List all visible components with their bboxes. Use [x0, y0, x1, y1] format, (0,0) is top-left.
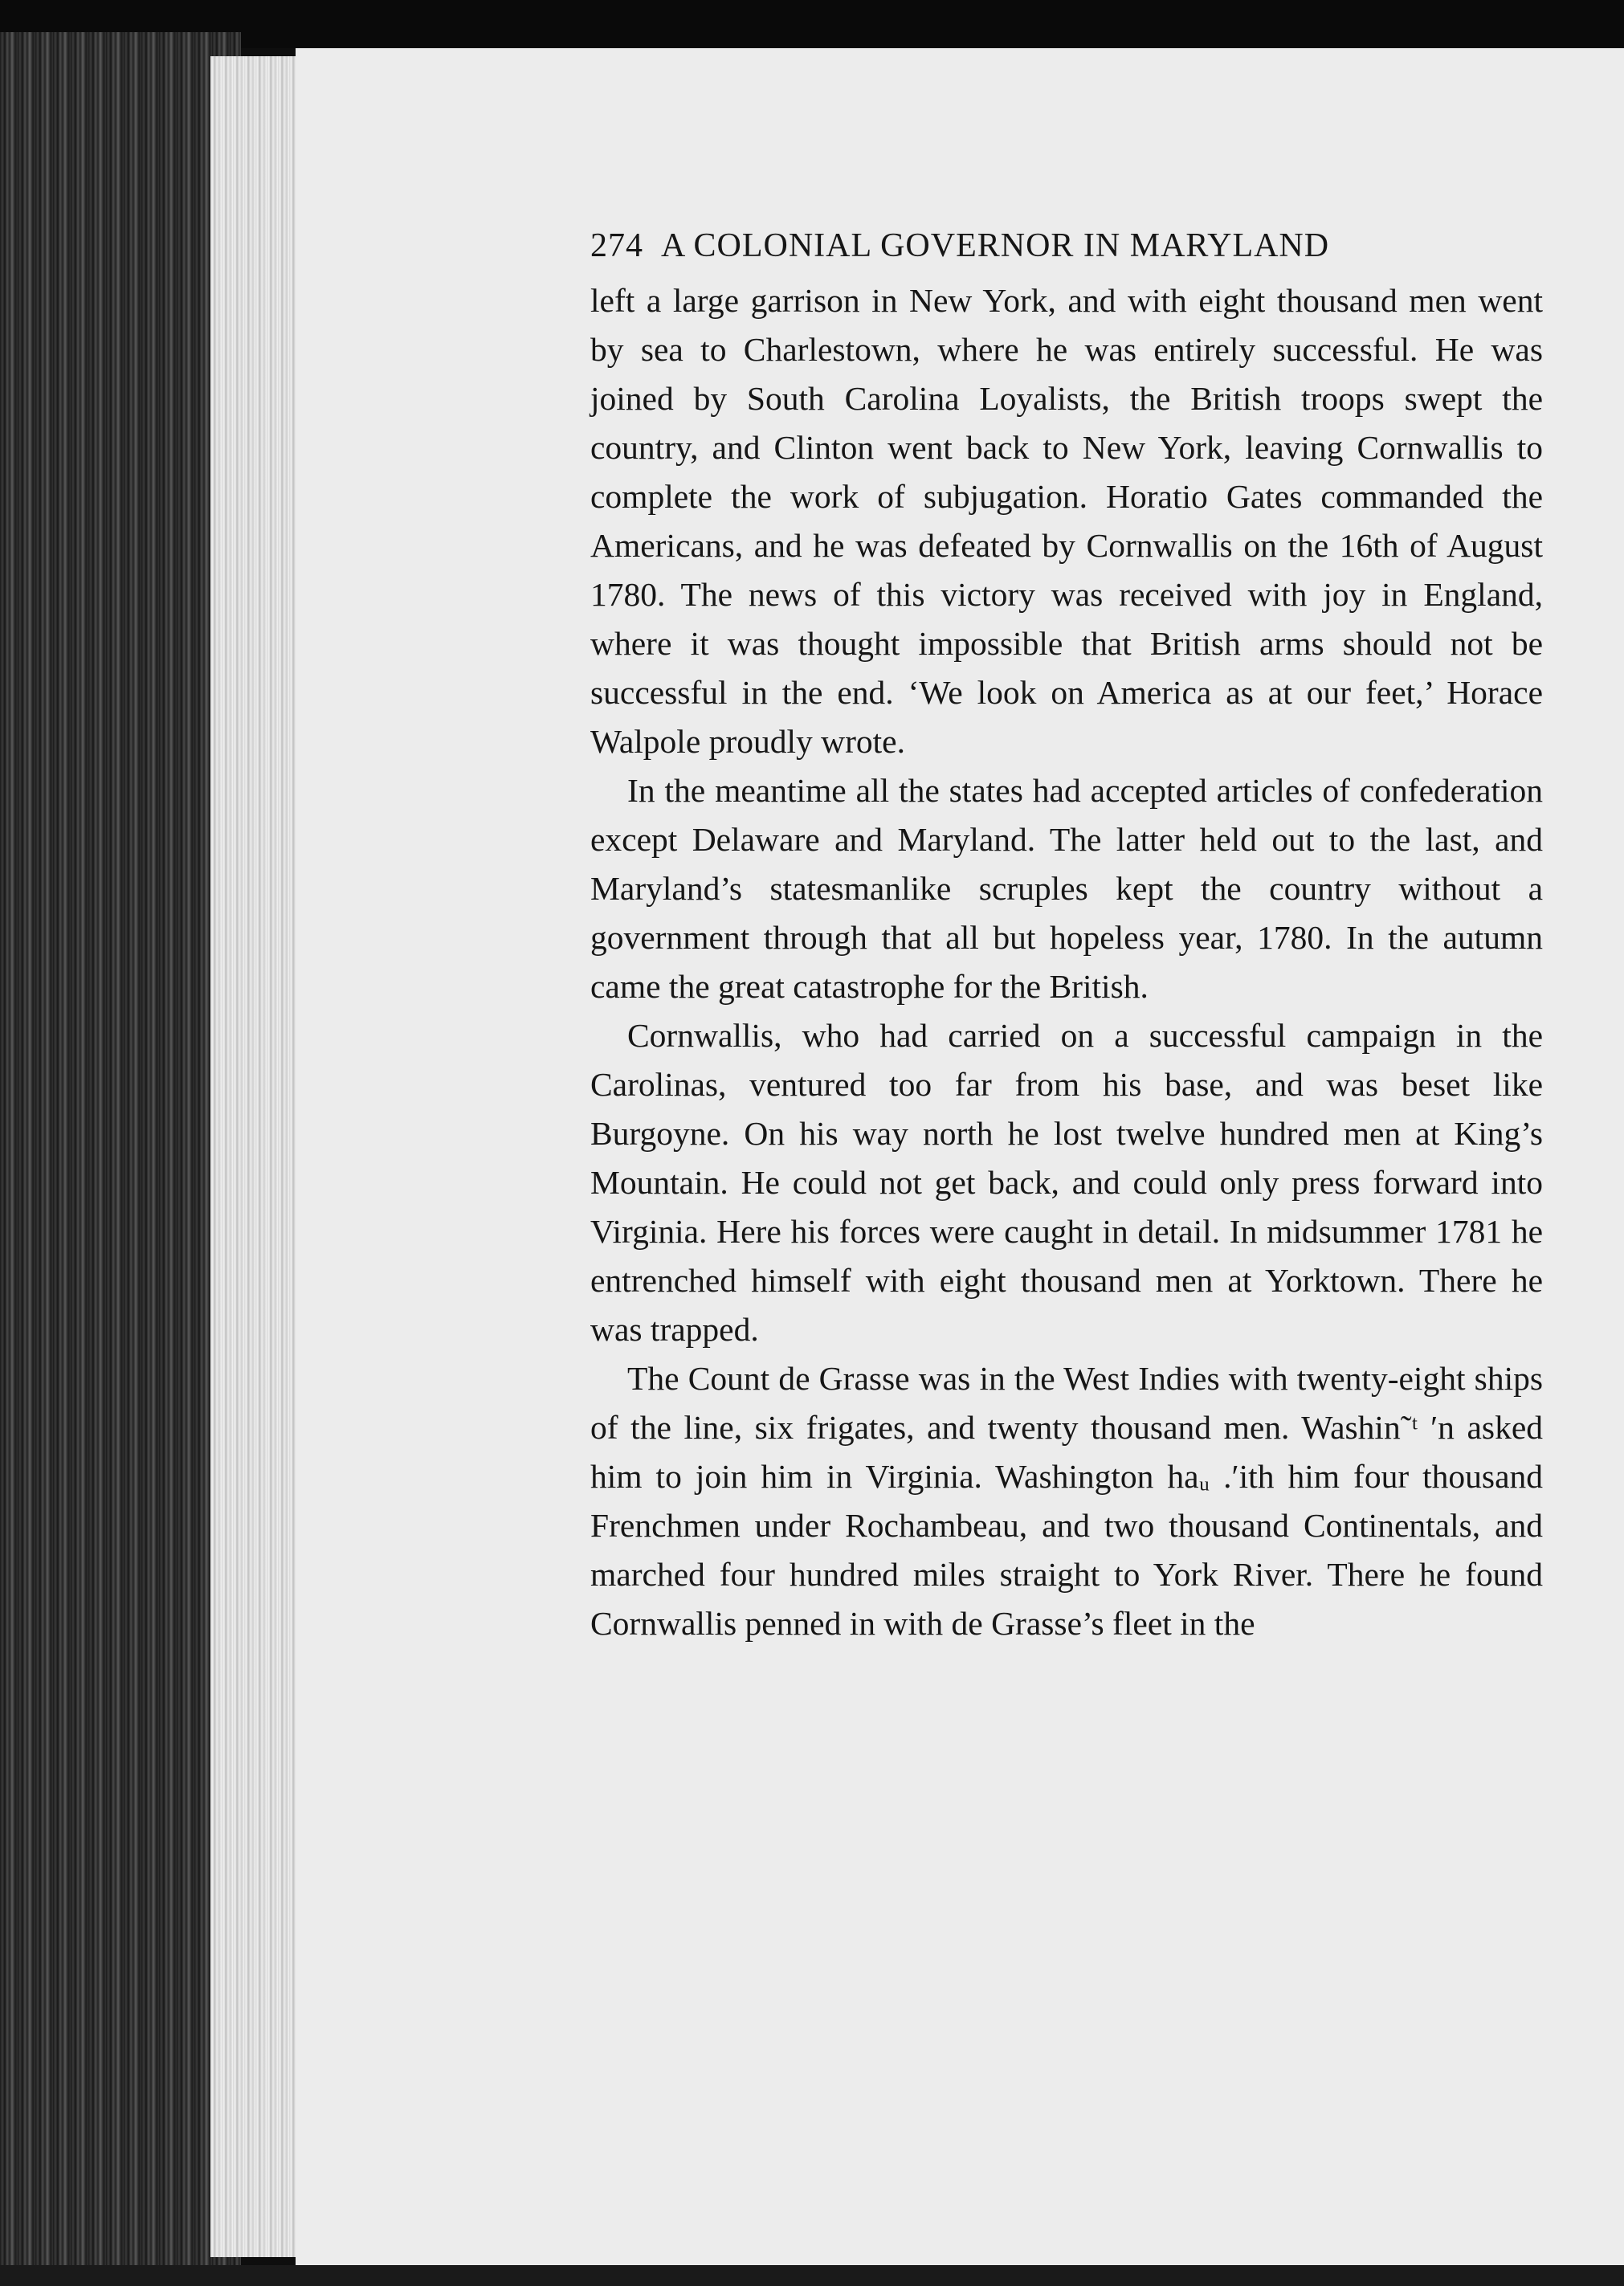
book-spine [0, 32, 241, 2286]
scan-bottom-border [0, 2265, 1624, 2286]
text-block [590, 215, 1543, 1648]
paragraph-2: In the meantime all the states had accepted articles of confederation except Delaware and Maryland. The latter held out to the last, and Maryland’s statesmanlike scruples kept the country without a government through that all but hopeless year, 1780. In the autumn came the great catastrophe for the British. [590, 772, 1543, 1005]
paragraph-4: The Count de Grasse was in the West Indies with twenty-eight ships of the line, six frigates, and twenty thousand men. Washin˜ᵗ ′n asked him to join him in Virginia. Washington haᵤ .′ith him four thousand Frenchmen under Rochambeau, and two thousand Continentals, and marched four hundred miles straight to York River. There he found Cornwallis penned in with de Grasse’s fleet in the [590, 1360, 1543, 1642]
body-text [590, 276, 1543, 1648]
page-number: 274 [590, 227, 643, 264]
running-title: A COLONIAL GOVERNOR IN MARYLAND [661, 227, 1330, 264]
scan-top-border [0, 0, 1624, 48]
paragraph-1: left a large garrison in New York, and with eight thousand men went by sea to Charlestown, where he was entirely successful. He was joined by South Carolina Loyalists, the British troops swept the country, and Clinton went back to New York, leaving Cornwallis to complete the work of subjugation. Horatio Gates commanded the Americans, and he was defeated by Cornwallis on the 16th of August 1780. The news of this victory was received with joy in England, where it was thought impossible that British arms should not be successful in the end. ‘We look on America as at our feet,’ Horace Walpole proudly wrote. [590, 282, 1543, 760]
paragraph-3: Cornwallis, who had carried on a successful campaign in the Carolinas, ventured too far from his base, and was beset like Burgoyne. On his way north he lost twelve hundred men at King’s Mountain. He could not get back, and could only press forward into Virginia. Here his forces were caught in detail. In midsummer 1781 he entrenched himself with eight thousand men at Yorktown. There he was trapped. [590, 1017, 1543, 1348]
running-head [590, 215, 1543, 276]
page-edges [210, 56, 299, 2257]
